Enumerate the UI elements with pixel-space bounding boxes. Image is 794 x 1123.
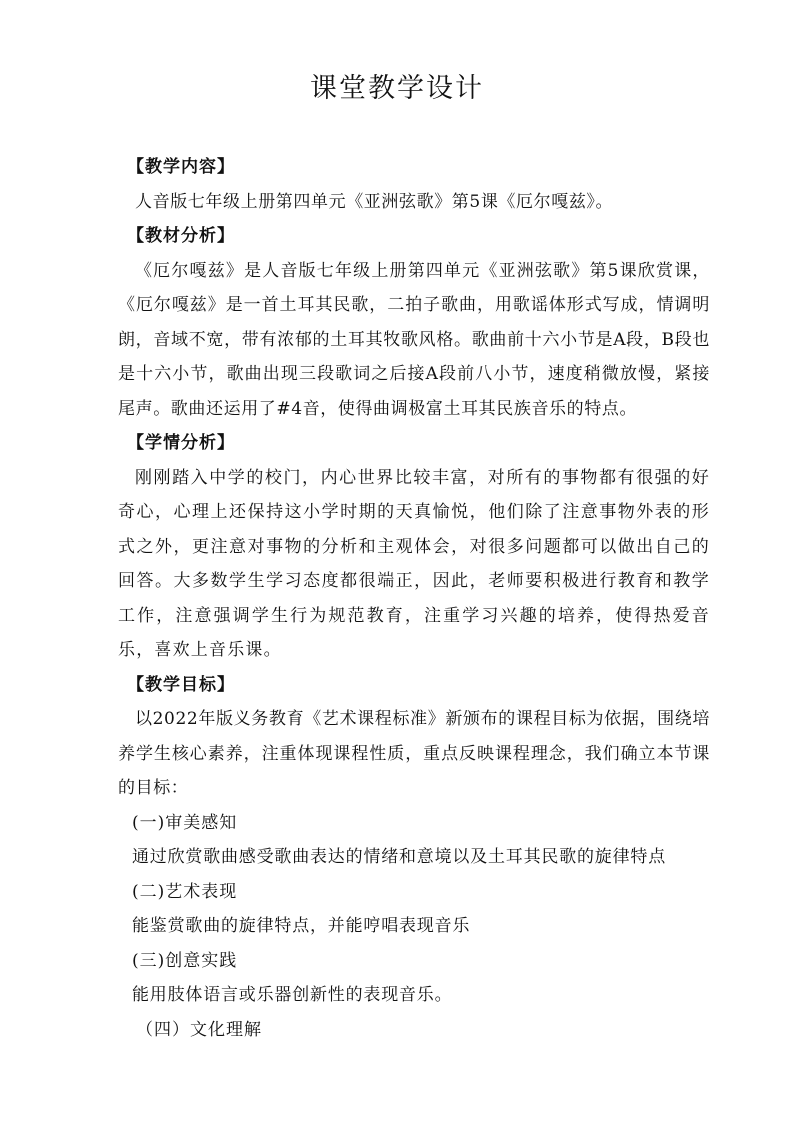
goal-text-aesthetic: 通过欣赏歌曲感受歌曲表达的情绪和意境以及土耳其民歌的旋律特点 xyxy=(132,847,666,867)
goal-label-creative: (三)创意实践 xyxy=(132,950,238,971)
goals-intro-paragraph: 以2022年版义务教育《艺术课程标准》新颁布的课程目标为依据，围绕培养学生核心素养，注重体现课程性质，重点反映课程理念，我们确立本节课的目标： xyxy=(118,709,710,798)
content-paragraph: 人音版七年级上册第四单元《亚洲弦歌》第5课《厄尔嘎兹》。 xyxy=(135,191,614,212)
goal-label-culture: （四）文化理解 xyxy=(136,1019,262,1040)
goal-text-performance: 能鉴赏歌曲的旋律特点，并能哼唱表现音乐 xyxy=(132,916,471,936)
section-heading-material: 【教材分析】 xyxy=(127,226,235,246)
goal-label-aesthetic: (一)审美感知 xyxy=(132,812,238,833)
goal-text-creative: 能用肢体语言或乐器创新性的表现音乐。 xyxy=(132,985,453,1005)
students-paragraph: 刚刚踏入中学的校门，内心世界比较丰富，对所有的事物都有很强的好奇心，心理上还保持这小学时期的天真愉悦，他们除了注意事物外表的形式之外，更注意对事物的分析和主观体会，对很多问题都可以做出自己的回答。大多数学生学习态度都很端正，因此，老师要积极进行教育和教学工作，注意强调学生行为规范教育，注重学习兴趣的培养，使得热爱音乐，喜欢上音乐课。 xyxy=(118,467,710,660)
document-body xyxy=(118,150,710,1047)
material-paragraph: 《厄尔嘎兹》是人音版七年级上册第四单元《亚洲弦歌》第5课欣赏课，《厄尔嘎兹》是一首土耳其民歌，二拍子歌曲，用歌谣体形式写成，情调明朗，音域不宽，带有浓郁的土耳其牧歌风格。歌曲前十六小节是A段，B段也是十六小节，歌曲出现三段歌词之后接A段前八小节，速度稍微放慢，紧接尾声。歌曲还运用了#4音，使得曲调极富土耳其民族音乐的特点。 xyxy=(118,260,710,419)
section-heading-goals: 【教学目标】 xyxy=(127,674,235,695)
goal-label-performance: (二)艺术表现 xyxy=(132,881,238,902)
section-heading-students: 【学情分析】 xyxy=(127,433,235,453)
document-title: 课堂教学设计 xyxy=(310,73,484,104)
section-heading-content: 【教学内容】 xyxy=(127,157,235,177)
